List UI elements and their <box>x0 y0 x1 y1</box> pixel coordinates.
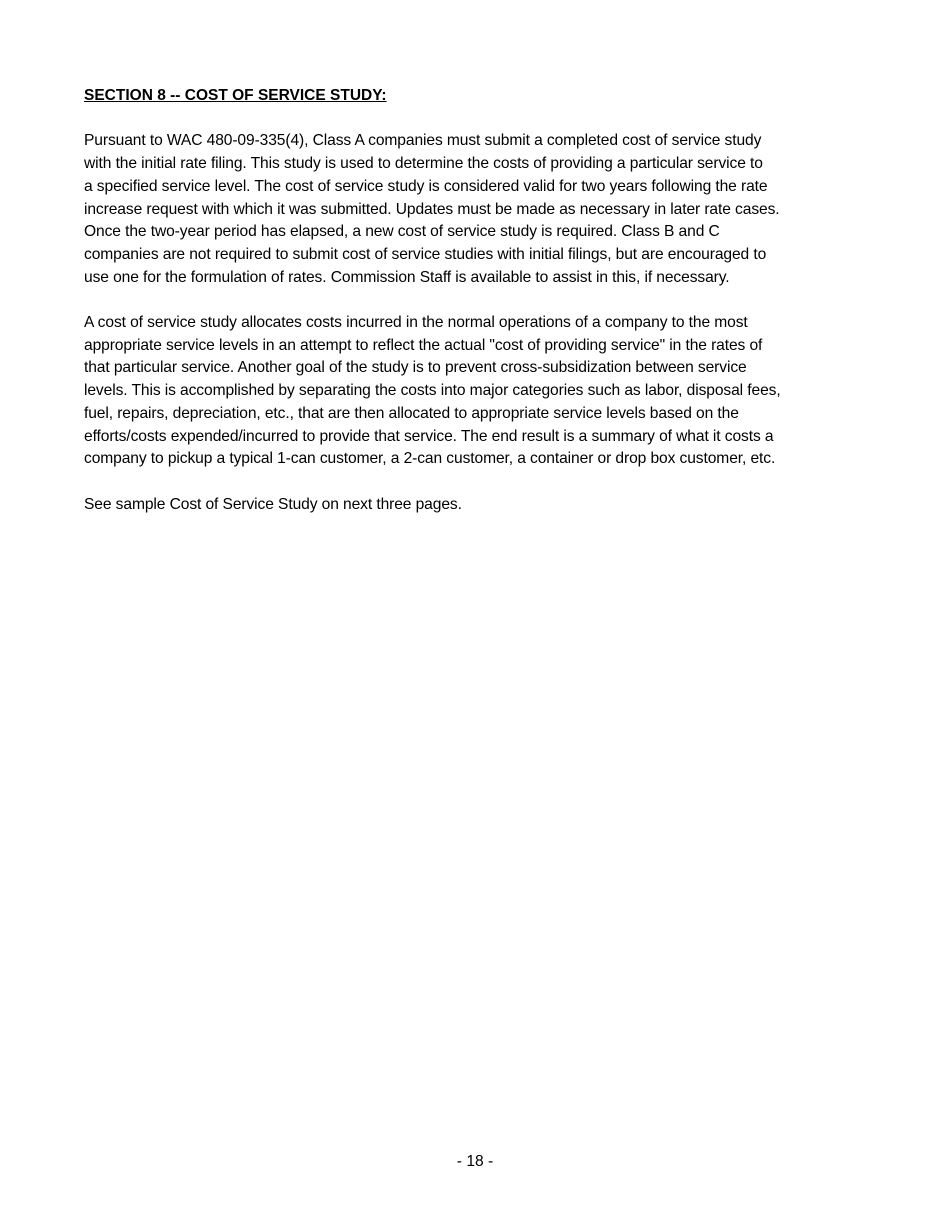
paragraph-line: See sample Cost of Service Study on next three pages. <box>84 495 462 513</box>
page-number: - 18 - <box>456 1153 494 1170</box>
paragraph-line: with the initial rate filing. This study is used to determine the costs of providing a particular service to <box>84 155 763 173</box>
paragraph-line: Pursuant to WAC 480-09-335(4), Class A companies must submit a completed cost of service study <box>84 132 762 150</box>
section-heading: SECTION 8 -- COST OF SERVICE STUDY: <box>84 87 387 104</box>
paragraph-line: levels. This is accomplished by separating the costs into major categories such as labor, disposal fees, <box>84 382 781 400</box>
paragraph-line: use one for the formulation of rates. Commission Staff is available to assist in this, if necessary. <box>84 268 730 286</box>
paragraph-line: fuel, repairs, depreciation, etc., that are then allocated to appropriate service levels based on the <box>84 404 739 422</box>
paragraph-line: company to pickup a typical 1-can customer, a 2-can customer, a container or drop box customer, etc. <box>84 450 776 468</box>
paragraph-line: that particular service. Another goal of the study is to prevent cross-subsidization between service <box>84 359 747 377</box>
page-content <box>84 85 869 539</box>
paragraph-cost-study-requirement <box>84 130 869 289</box>
paragraph-line: A cost of service study allocates costs incurred in the normal operations of a company to the most <box>84 314 748 331</box>
paragraph-line: companies are not required to submit cost of service studies with initial filings, but are encouraged to <box>84 245 767 263</box>
paragraph-cost-allocation <box>84 312 869 471</box>
paragraph-line: increase request with which it was submitted. Updates must be made as necessary in later rate cases. <box>84 200 780 218</box>
paragraph-line: a specified service level. The cost of service study is considered valid for two years following the rate <box>84 177 768 195</box>
paragraph-line: efforts/costs expended/incurred to provide that service. The end result is a summary of what it costs a <box>84 427 774 445</box>
paragraph-line: Once the two-year period has elapsed, a new cost of service study is required. Class B and C <box>84 223 720 241</box>
paragraph-see-sample <box>84 494 869 517</box>
paragraph-line: appropriate service levels in an attempt to reflect the actual "cost of providing service" in the rates of <box>84 336 763 354</box>
